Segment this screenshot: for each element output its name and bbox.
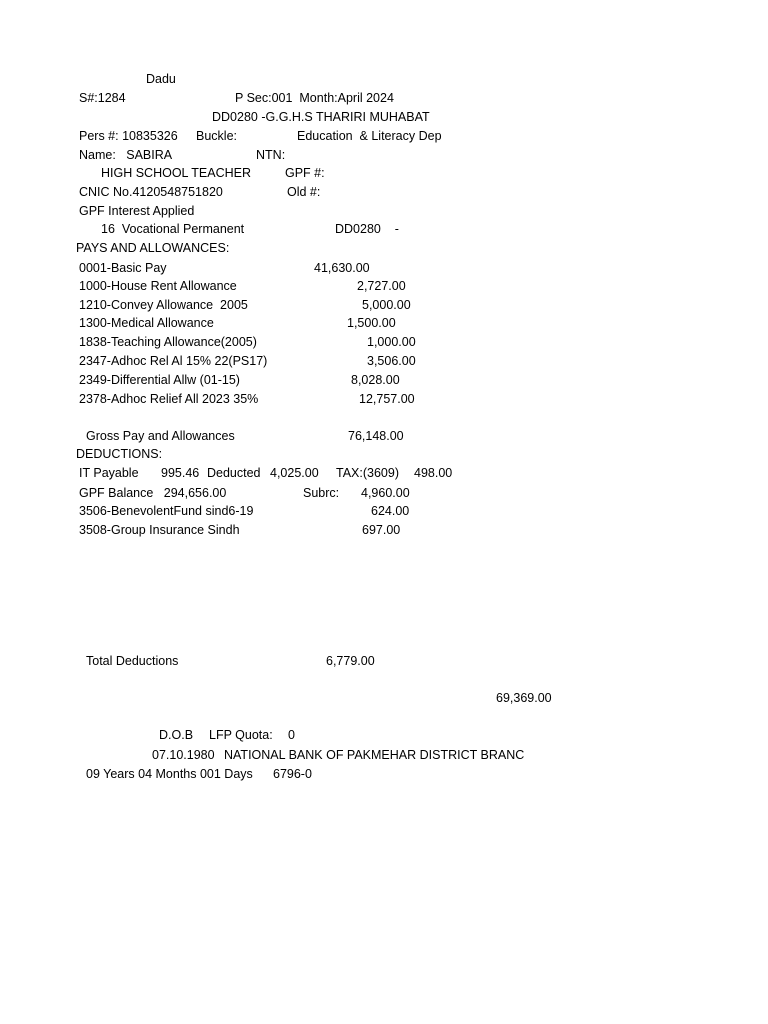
pay-item-label: 1210-Convey Allowance 2005 bbox=[79, 298, 248, 312]
pays-heading: PAYS AND ALLOWANCES: bbox=[76, 241, 230, 255]
pay-item-label: 1000-House Rent Allowance bbox=[79, 279, 237, 293]
dob-label: D.O.B bbox=[159, 728, 194, 742]
gpf-balance: GPF Balance 294,656.00 bbox=[79, 486, 227, 500]
ddo-code: DD0280 - bbox=[335, 222, 399, 236]
it-payable-value: 995.46 bbox=[161, 466, 200, 480]
net-pay-amount: 69,369.00 bbox=[496, 691, 552, 705]
psec-month: P Sec:001 Month:April 2024 bbox=[235, 91, 394, 105]
pay-item-label: 2349-Differential Allw (01-15) bbox=[79, 373, 240, 387]
gross-pay-amount: 76,148.00 bbox=[348, 429, 404, 443]
personnel-number: Pers #: 10835326 bbox=[79, 129, 178, 143]
pay-item-amount: 1,500.00 bbox=[347, 316, 396, 330]
dob-value: 07.10.1980 bbox=[152, 748, 215, 762]
gpf-number-label: GPF #: bbox=[285, 166, 325, 180]
pay-item-amount: 1,000.00 bbox=[367, 335, 416, 349]
pay-item-label: 2347-Adhoc Rel Al 15% 22(PS17) bbox=[79, 354, 268, 368]
subrc-label: Subrc: bbox=[303, 486, 340, 500]
old-number-label: Old #: bbox=[287, 185, 321, 199]
pay-item-label: 1838-Teaching Allowance(2005) bbox=[79, 335, 257, 349]
gpf-interest: GPF Interest Applied bbox=[79, 204, 195, 218]
city: Dadu bbox=[146, 72, 176, 86]
designation: HIGH SCHOOL TEACHER bbox=[101, 166, 252, 180]
it-payable-label: IT Payable bbox=[79, 466, 139, 480]
pay-item-amount: 5,000.00 bbox=[362, 298, 411, 312]
ntn-label: NTN: bbox=[256, 148, 286, 162]
total-deductions-label: Total Deductions bbox=[86, 654, 179, 668]
tax-value: 498.00 bbox=[414, 466, 453, 480]
deduction-item-label: 3506-BenevolentFund sind6-19 bbox=[79, 504, 254, 518]
serial-number: S#:1284 bbox=[79, 91, 126, 105]
pay-item-amount: 2,727.00 bbox=[357, 279, 406, 293]
lfp-quota-value: 0 bbox=[288, 728, 295, 742]
ddo-school: DD0280 -G.G.H.S THARIRI MUHABAT bbox=[212, 110, 430, 124]
account-number: 6796-0 bbox=[273, 767, 312, 781]
department: Education & Literacy Dep bbox=[297, 129, 442, 143]
deduction-item-label: 3508-Group Insurance Sindh bbox=[79, 523, 240, 537]
pay-item-amount: 12,757.00 bbox=[359, 392, 415, 406]
bank-name: NATIONAL BANK OF PAKMEHAR DISTRICT BRANC bbox=[224, 748, 525, 762]
tax-label: TAX:(3609) bbox=[336, 466, 399, 480]
lfp-quota-label: LFP Quota: bbox=[209, 728, 273, 742]
pay-item-label: 2378-Adhoc Relief All 2023 35% bbox=[79, 392, 259, 406]
buckle-label: Buckle: bbox=[196, 129, 237, 143]
subrc-value: 4,960.00 bbox=[361, 486, 410, 500]
cnic-number: CNIC No.4120548751820 bbox=[79, 185, 223, 199]
pay-item-amount: 41,630.00 bbox=[314, 261, 370, 275]
employee-name: Name: SABIRA bbox=[79, 148, 173, 162]
pay-item-amount: 3,506.00 bbox=[367, 354, 416, 368]
deduction-item-amount: 697.00 bbox=[362, 523, 401, 537]
deductions-heading: DEDUCTIONS: bbox=[76, 447, 163, 461]
bps-status: 16 Vocational Permanent bbox=[101, 222, 245, 236]
total-deductions-amount: 6,779.00 bbox=[326, 654, 375, 668]
deducted-value: 4,025.00 bbox=[270, 466, 319, 480]
pay-item-label: 0001-Basic Pay bbox=[79, 261, 167, 275]
pay-item-amount: 8,028.00 bbox=[351, 373, 400, 387]
gross-pay-label: Gross Pay and Allowances bbox=[86, 429, 235, 443]
pay-item-label: 1300-Medical Allowance bbox=[79, 316, 214, 330]
service-length: 09 Years 04 Months 001 Days bbox=[86, 767, 253, 781]
deducted-label: Deducted bbox=[207, 466, 261, 480]
deduction-item-amount: 624.00 bbox=[371, 504, 410, 518]
